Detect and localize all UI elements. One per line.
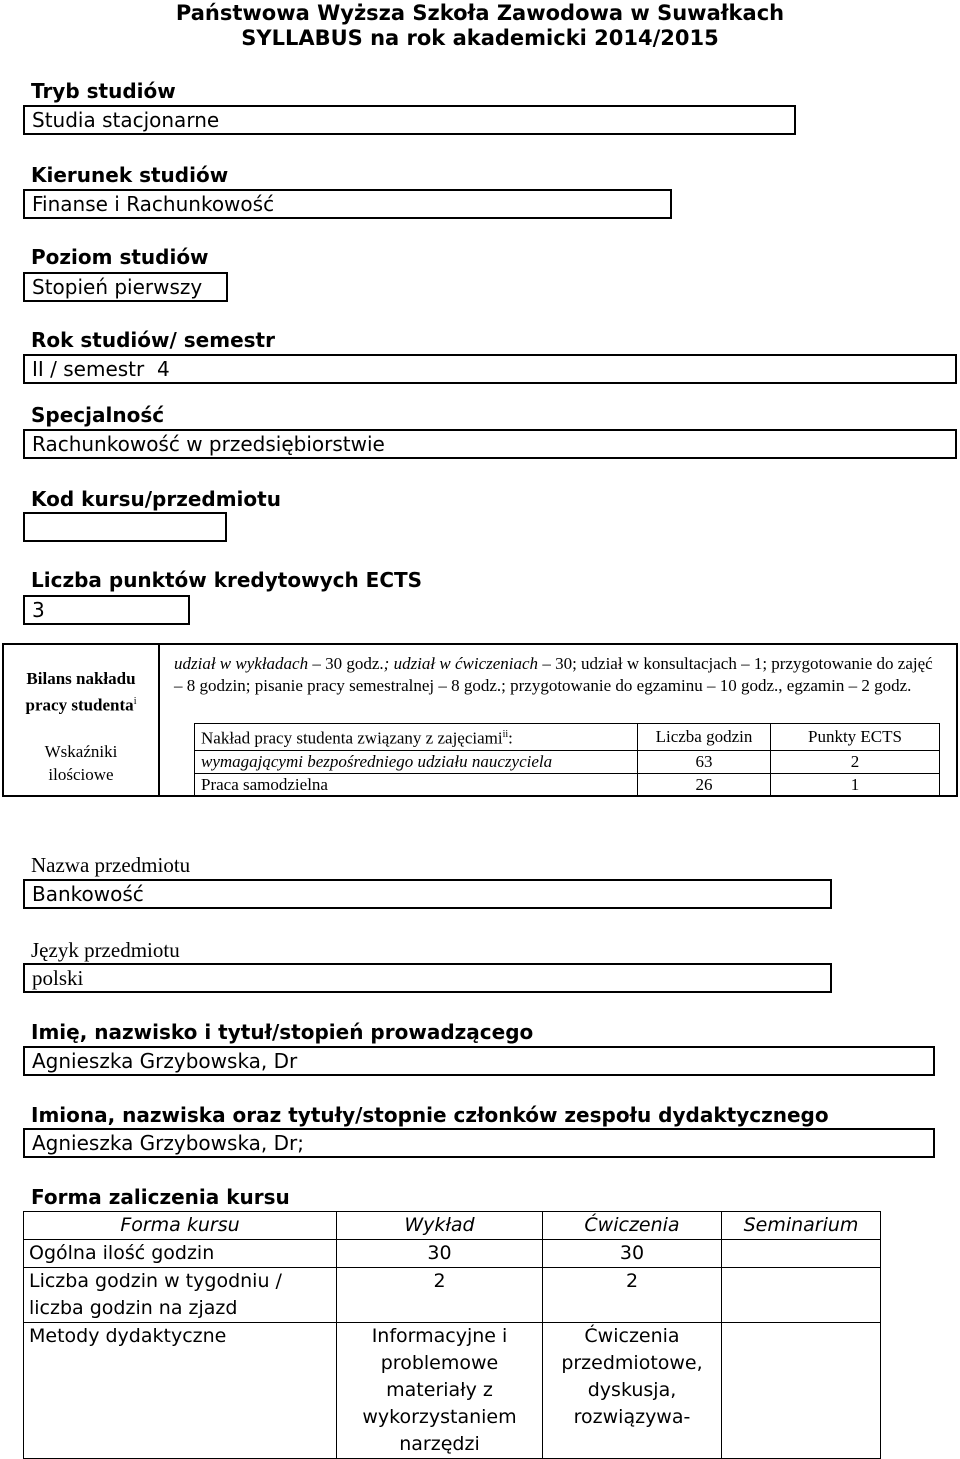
row-label: wymagającymi bezpośredniego udziału nauczyciela	[195, 750, 638, 773]
nazwa-field	[23, 879, 832, 909]
row-wyklad: 2	[337, 1268, 543, 1323]
workload-col-ects: Punkty ECTS	[771, 724, 940, 751]
row-wyklad: 30	[337, 1240, 543, 1268]
workload-table	[194, 723, 940, 797]
table-row	[24, 1323, 881, 1459]
specjalnosc-value: Rachunkowość w przedsiębiorstwie	[32, 432, 385, 456]
workload-col-label: Nakład pracy studenta związany z zajęciami$^{ii}$:	[195, 724, 638, 751]
row-wyklad: Informacyjne i problemowe materiały z wykorzystaniem narzędzi	[337, 1323, 543, 1459]
forma-label: Forma zaliczenia kursu	[31, 1185, 290, 1209]
row-seminarium	[722, 1240, 881, 1268]
col-wyklad: Wykład	[337, 1212, 543, 1240]
kod-label: Kod kursu/przedmiotu	[31, 487, 281, 511]
specjalnosc-label: Specjalność	[31, 403, 165, 427]
row-hours: 63	[638, 750, 771, 773]
table-row	[195, 750, 940, 773]
row-label: Ogólna ilość godzin	[24, 1240, 337, 1268]
row-cwiczenia: Ćwiczenia przedmiotowe, dyskusja, rozwiązywa-	[543, 1323, 722, 1459]
specjalnosc-field	[23, 429, 957, 459]
bilans-label: Bilans nakładu pracy studenta$^i$	[25, 669, 137, 715]
tryb-label: Tryb studiów	[31, 79, 176, 103]
rok-label: Rok studiów/ semestr	[31, 328, 275, 352]
bilans-text: udział w wykładach – 30 godz.; udział w ćwiczeniach – 30; udział w konsultacjach – 1; przygotowanie do zajęć – 8 godzin; pisanie pracy semestralnej – 8 godz.; przygotowanie do egzaminu – 10 godz., egzamin – 2 godz.	[174, 654, 933, 695]
school-name: Państwowa Wyższa Szkoła Zawodowa w Suwałkach	[175, 1, 785, 25]
wskazniki-label: Wskaźniki ilościowe	[44, 742, 118, 784]
forma-table	[23, 1211, 881, 1459]
col-forma-kursu: Forma kursu	[24, 1212, 337, 1240]
ects-label: Liczba punktów kredytowych ECTS	[31, 568, 423, 592]
nazwa-value: Bankowość	[32, 882, 144, 906]
table-row	[195, 773, 940, 796]
prowadzacy-field	[23, 1046, 935, 1076]
rok-value: II / semestr 4	[32, 357, 170, 381]
workload-table-header	[195, 724, 940, 751]
row-seminarium	[722, 1268, 881, 1323]
syllabus-title: SYLLABUS na rok akademicki 2014/2015	[241, 26, 719, 50]
row-cwiczenia: 30	[543, 1240, 722, 1268]
forma-table-header	[24, 1212, 881, 1240]
poziom-value: Stopień pierwszy	[32, 275, 203, 299]
table-row	[24, 1240, 881, 1268]
prowadzacy-label: Imię, nazwisko i tytuł/stopień prowadzącego	[31, 1020, 534, 1044]
row-cwiczenia: 2	[543, 1268, 722, 1323]
kierunek-label: Kierunek studiów	[31, 163, 229, 187]
zespol-value: Agnieszka Grzybowska, Dr;	[32, 1131, 305, 1155]
kierunek-field	[23, 189, 672, 219]
row-label: Metody dydaktyczne	[24, 1323, 337, 1459]
col-seminarium: Seminarium	[722, 1212, 881, 1240]
poziom-label: Poziom studiów	[31, 245, 209, 269]
jezyk-value: polski	[32, 966, 84, 990]
zespol-label: Imiona, nazwiska oraz tytuły/stopnie członków zespołu dydaktycznego	[31, 1103, 829, 1127]
row-hours: 26	[638, 773, 771, 796]
kod-field	[23, 512, 227, 542]
jezyk-field	[23, 963, 832, 993]
ects-field	[23, 595, 190, 625]
tryb-value: Studia stacjonarne	[32, 108, 220, 132]
workload-col-hours: Liczba godzin	[638, 724, 771, 751]
prowadzacy-value: Agnieszka Grzybowska, Dr	[32, 1049, 298, 1073]
ects-value: 3	[32, 598, 45, 622]
workload-labels	[4, 645, 160, 795]
jezyk-label: Język przedmiotu	[31, 938, 180, 962]
col-cwiczenia: Ćwiczenia	[543, 1212, 722, 1240]
rok-field	[23, 354, 957, 384]
kierunek-value: Finanse i Rachunkowość	[32, 192, 275, 216]
row-label: Liczba godzin w tygodniu / liczba godzin na zjazd	[24, 1268, 337, 1323]
row-seminarium	[722, 1323, 881, 1459]
row-ects: 1	[771, 773, 940, 796]
table-row	[24, 1268, 881, 1323]
nazwa-label: Nazwa przedmiotu	[31, 853, 191, 877]
row-ects: 2	[771, 750, 940, 773]
row-label: Praca samodzielna	[195, 773, 638, 796]
workload-block	[2, 643, 958, 797]
zespol-field	[23, 1128, 935, 1158]
poziom-field	[23, 272, 228, 302]
tryb-field	[23, 105, 796, 135]
